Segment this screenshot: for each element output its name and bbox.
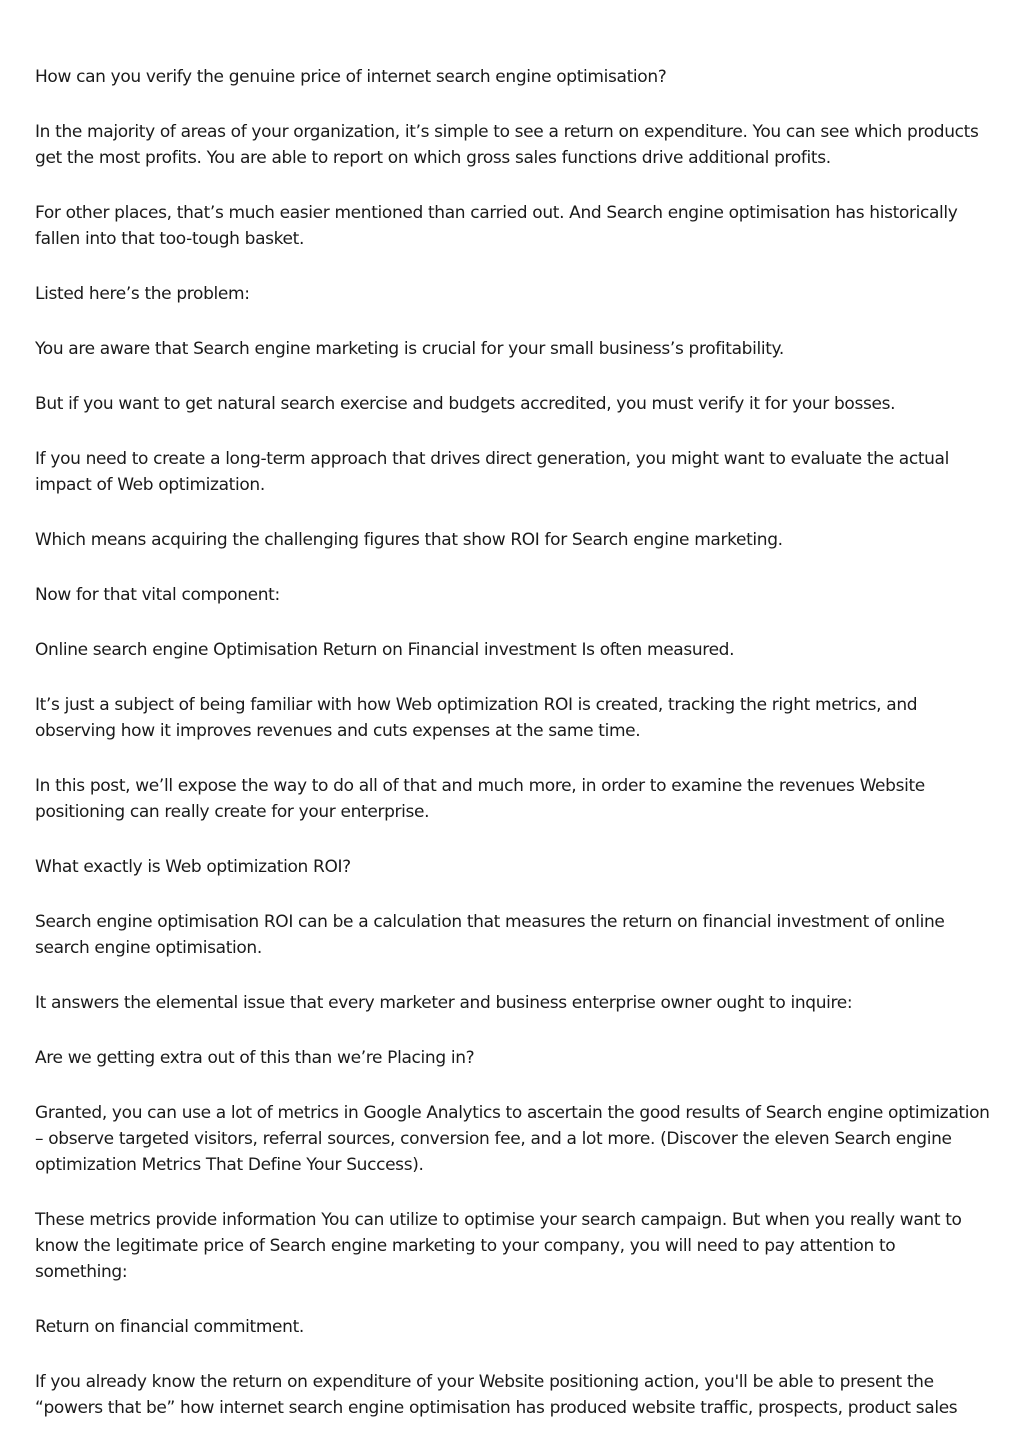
paragraph-long-term-approach: If you need to create a long-term approach that drives direct generation, you might want to evaluate the actual impact of Web optimization. [35,449,949,495]
paragraph-this-post: In this post, we’ll expose the way to do all of that and much more, in order to examine the revenues Website positioning can really create for your enterprise. [35,776,925,822]
paragraph-seo-crucial: You are aware that Search engine marketing is crucial for your small business’s profitability. [35,339,784,359]
paragraph-intro-question: How can you verify the genuine price of internet search engine optimisation? [35,67,667,87]
paragraph-budgets: But if you want to get natural search exercise and budgets accredited, you must verify it for your bosses. [35,394,896,414]
paragraph-vital-component: Now for that vital component: [35,585,280,605]
paragraph-challenging-figures: Which means acquiring the challenging figures that show ROI for Search engine marketing. [35,530,783,550]
paragraph-measured: Online search engine Optimisation Return on Financial investment Is often measured. [35,640,735,660]
paragraph-other-places: For other places, that’s much easier mentioned than carried out. And Search engine optimisation has historically fallen into that too-tough basket. [35,203,958,249]
paragraph-return-on-expenditure: In the majority of areas of your organization, it’s simple to see a return on expenditure. You can see which products get the most profits. You are able to report on which gross sales functions drive additional profits. [35,122,979,168]
document-body [35,64,990,1450]
paragraph-roi-definition: Search engine optimisation ROI can be a calculation that measures the return on financial investment of online search engine optimisation. [35,912,945,958]
paragraph-getting-extra: Are we getting extra out of this than we’re Placing in? [35,1048,475,1068]
paragraph-these-metrics: These metrics provide information You can utilize to optimise your search campaign. But when you really want to know the legitimate price of Search engine marketing to your company, you will need to pay attention to something: [35,1210,962,1282]
paragraph-tracking-metrics: It’s just a subject of being familiar with how Web optimization ROI is created, tracking the right metrics, and observing how it improves revenues and cuts expenses at the same time. [35,695,918,741]
paragraph-google-analytics: Granted, you can use a lot of metrics in Google Analytics to ascertain the good results of Search engine optimization – observe targeted visitors, referral sources, conversion fee, and a lot more. (Discover the eleven Search engine optimization Metrics That Define Your Success). [35,1103,990,1175]
paragraph-return-commitment: Return on financial commitment. [35,1317,304,1337]
paragraph-what-is-roi: What exactly is Web optimization ROI? [35,857,351,877]
paragraph-powers-that-be: If you already know the return on expenditure of your Website positioning action, you'll be able to present the “powers that be” how internet search engine optimisation has produced website traffic, prospects, product sales [35,1372,958,1418]
paragraph-elemental-issue: It answers the elemental issue that every marketer and business enterprise owner ought to inquire: [35,993,853,1013]
paragraph-problem: Listed here’s the problem: [35,284,250,304]
